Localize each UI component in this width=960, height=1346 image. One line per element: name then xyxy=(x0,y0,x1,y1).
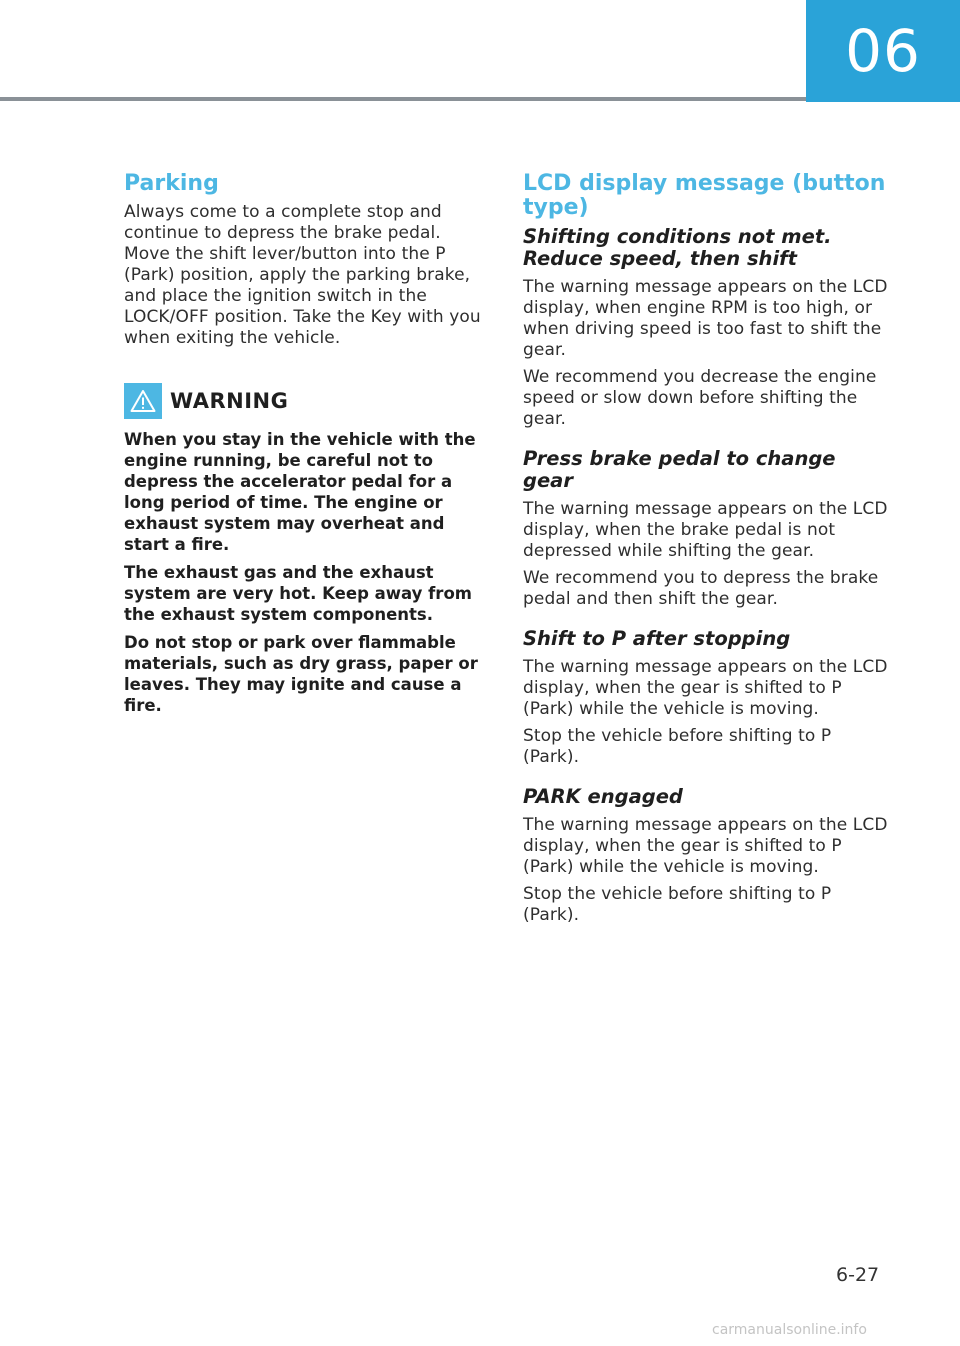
section-paragraph: Stop the vehicle before shifting to P (Park). xyxy=(523,726,832,767)
warning-paragraph: When you stay in the vehicle with the engine running, be careful not to depress the accelerator pedal for a long period of time. The engine or exhaust system may overheat and start a fire. xyxy=(124,430,476,554)
parking-title: Parking xyxy=(124,171,219,196)
lcd-message-title: LCD display message (button type) xyxy=(523,171,886,220)
parking-text: Always come to a complete stop and continue to depress the brake pedal. Move the shift lever/button into the P (Park) position, apply the parking brake, and place the ignition switch in the LOCK/OFF position. Take the Key with you when exiting the vehicle. xyxy=(124,202,481,348)
chapter-tab: 06 xyxy=(806,0,960,102)
warning-paragraph: Do not stop or park over flammable materials, such as dry grass, paper or leaves. They may ignite and cause a fire. xyxy=(124,633,478,715)
warning-header xyxy=(124,383,490,419)
section-paragraph: The warning message appears on the LCD display, when engine RPM is too high, or when driving speed is too fast to shift the gear. xyxy=(523,277,888,360)
section-paragraph: We recommend you to depress the brake pedal and then shift the gear. xyxy=(523,568,879,609)
section-heading: Press brake pedal to change gear xyxy=(523,447,836,492)
section-heading: PARK engaged xyxy=(523,785,683,808)
watermark: carmanualsonline.info xyxy=(712,1322,867,1338)
page-number: 6-27 xyxy=(836,1264,880,1286)
warning-triangle-icon xyxy=(124,383,162,419)
section-heading: Shifting conditions not met. Reduce speed, then shift xyxy=(523,225,832,270)
section-paragraph: The warning message appears on the LCD display, when the brake pedal is not depressed while shifting the gear. xyxy=(523,499,888,561)
section-paragraph: We recommend you decrease the engine speed or slow down before shifting the gear. xyxy=(523,367,877,429)
warning-paragraph: The exhaust gas and the exhaust system are very hot. Keep away from the exhaust system components. xyxy=(124,563,472,624)
left-column xyxy=(124,172,490,723)
section-paragraph: Stop the vehicle before shifting to P (Park). xyxy=(523,884,832,925)
section-paragraph: The warning message appears on the LCD display, when the gear is shifted to P (Park) while the vehicle is moving. xyxy=(523,657,888,719)
warning-label: WARNING xyxy=(170,389,289,413)
header-rule xyxy=(0,97,806,101)
section-heading: Shift to P after stopping xyxy=(523,627,791,650)
section-paragraph: The warning message appears on the LCD display, when the gear is shifted to P (Park) while the vehicle is moving. xyxy=(523,815,888,877)
right-column xyxy=(523,172,891,932)
